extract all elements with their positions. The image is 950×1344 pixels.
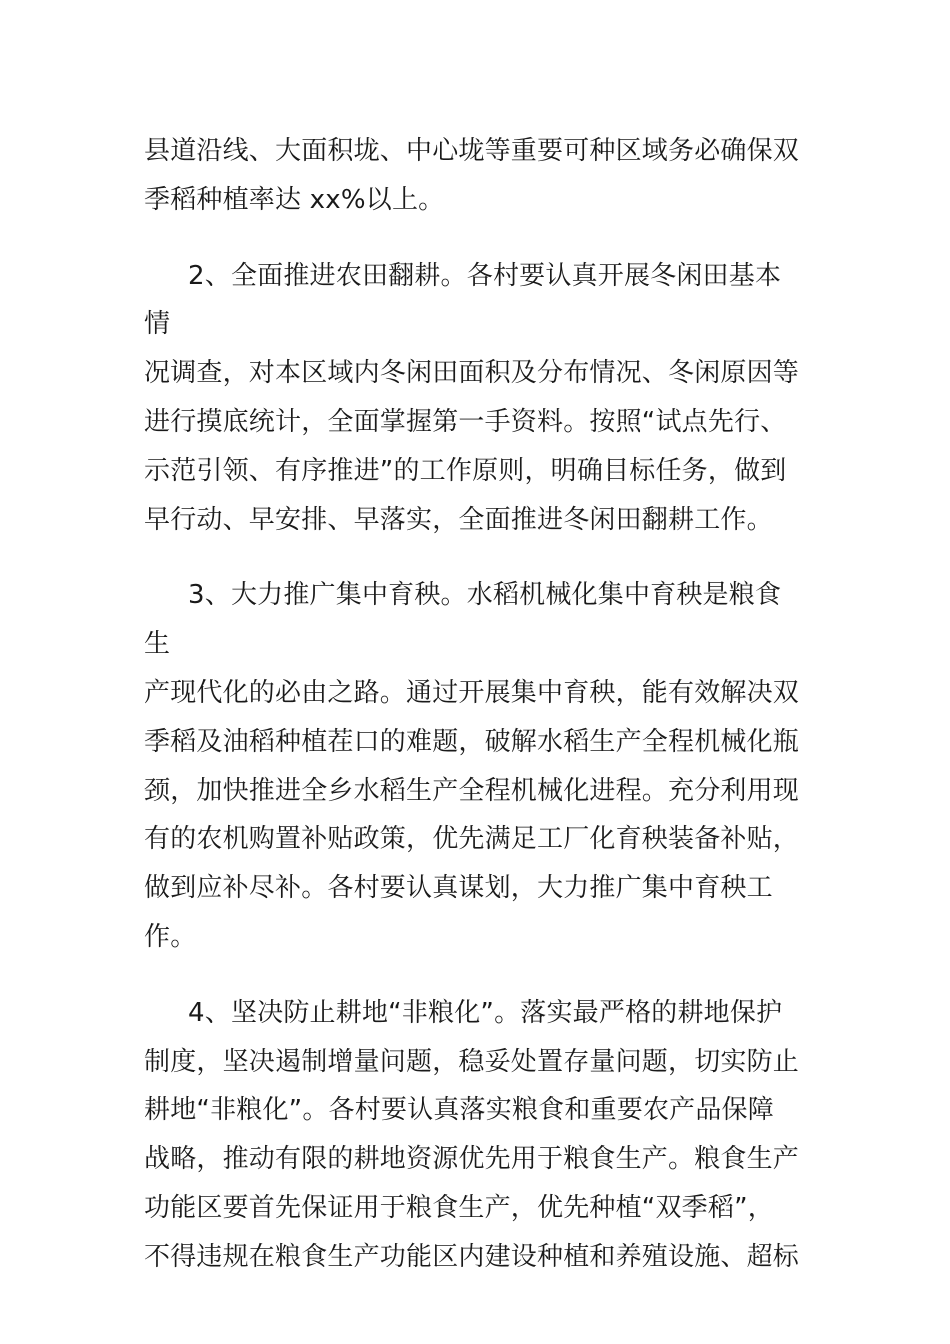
paragraph-spacer (144, 962, 804, 989)
text-line: 4、坚决防止耕地“非粮化”。落实最严格的耕地保护 (188, 997, 783, 1028)
paragraph-spacer (144, 225, 804, 252)
paragraph-continuation (144, 127, 804, 225)
text-line: 3、大力推广集中育秧。水稻机械化集中育秧是粮食生 (144, 580, 782, 660)
text-line: 况调查，对本区域内冬闲田面积及分布情况、冬闲原因等 (144, 358, 800, 389)
text-line: 颈，加快推进全乡水稻生产全程机械化进程。充分利用现 (144, 775, 800, 806)
text-line: 战略，推动有限的耕地资源优先用于粮食生产。粮食生产 (144, 1144, 800, 1175)
text-line: 不得违规在粮食生产功能区内建设种植和养殖设施、超标 (144, 1241, 800, 1272)
paragraph-farmland-tillage (144, 252, 804, 545)
text-line: 作。 (144, 921, 197, 952)
text-line: 季稻种植率达 xx%以上。 (144, 184, 445, 215)
text-line: 产现代化的必由之路。通过开展集中育秧，能有效解决双 (144, 677, 800, 708)
paragraph-farmland-protection (144, 989, 804, 1282)
text-line: 功能区要首先保证用于粮食生产，优先种植“双季稻”， (144, 1192, 774, 1223)
text-line: 2、全面推进农田翻耕。各村要认真开展冬闲田基本情 (144, 260, 782, 340)
text-line: 季稻及油稻种植茬口的难题，破解水稻生产全程机械化瓶 (144, 726, 800, 757)
text-line: 做到应补尽补。各村要认真谋划，大力推广集中育秧工 (144, 873, 773, 904)
paragraph-spacer (144, 544, 804, 571)
text-line: 耕地“非粮化”。各村要认真落实粮食和重要农产品保障 (144, 1095, 774, 1126)
text-line: 进行摸底统计，全面掌握第一手资料。按照“试点先行、 (144, 406, 787, 437)
text-line: 县道沿线、大面积垅、中心垅等重要可种区域务必确保双 (144, 136, 800, 166)
text-line: 制度，坚决遏制增量问题，稳妥处置存量问题，切实防止 (144, 1046, 800, 1077)
text-line: 早行动、早安排、早落实，全面推进冬闲田翻耕工作。 (144, 504, 773, 535)
text-line: 有的农机购置补贴政策，优先满足工厂化育秧装备补贴， (144, 824, 800, 855)
text-line: 示范引领、有序推进”的工作原则，明确目标任务，做到 (144, 455, 787, 486)
document-page (144, 127, 804, 1282)
paragraph-seedling-raising (144, 571, 804, 961)
